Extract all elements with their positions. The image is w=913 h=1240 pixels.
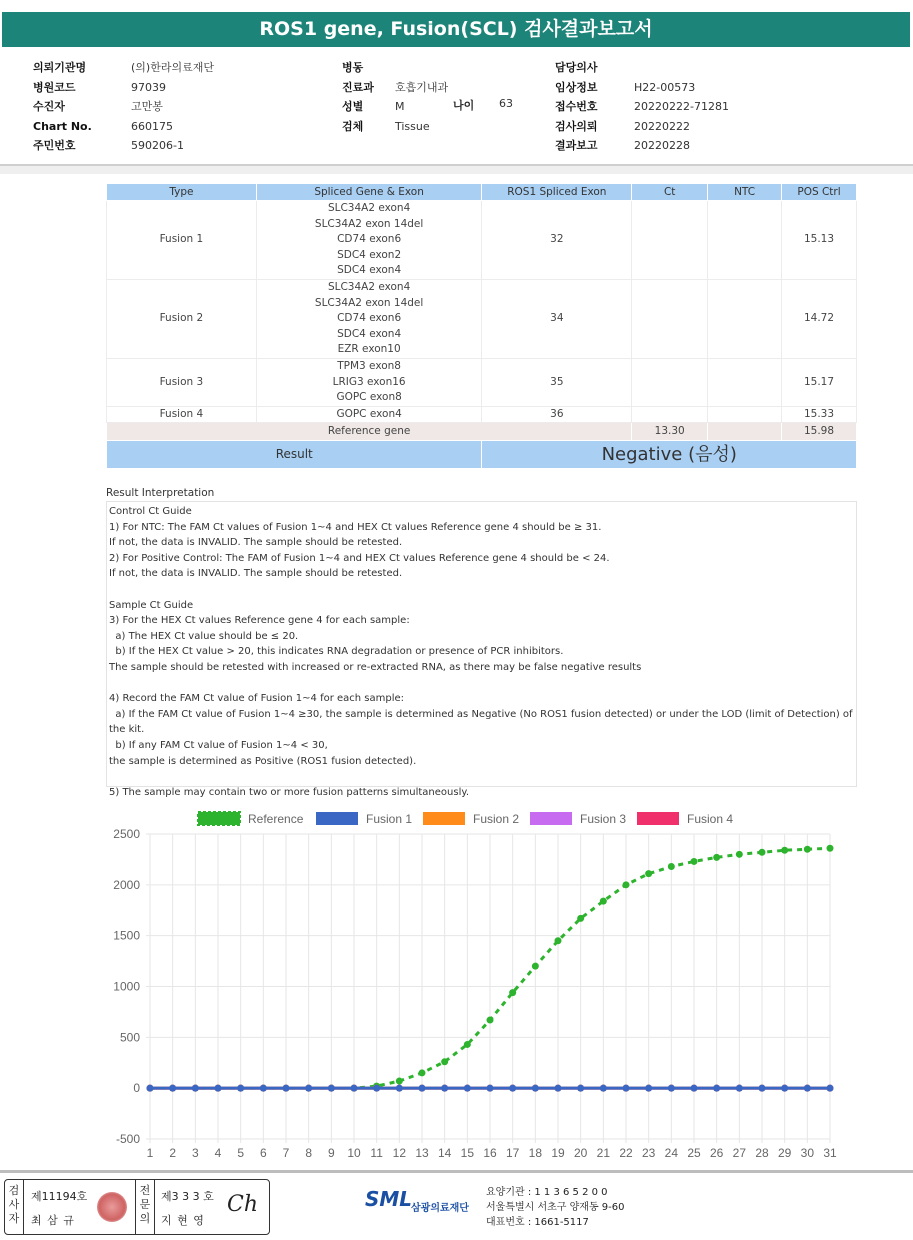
info-row [555,97,855,117]
info-label: 검체 [342,119,364,133]
data-point [305,1085,312,1092]
info-label: 진료과 [342,80,374,94]
gene-exon: SDC4 exon4 [337,327,402,340]
x-tick-label: 2 [169,1146,177,1160]
interpretation-line: 5) The sample may contain two or more fusion patterns simultaneously. [109,786,470,798]
info-column-1 [33,58,333,156]
interpretation-line: a) The HEX Ct value should be ≤ 20. [109,630,299,642]
x-tick-label: 24 [664,1146,679,1160]
interpretation-line: 1) For NTC: The FAM Ct values of Fusion 1~4 and HEX Ct values Reference gene 4 should be ≥ 31. [109,521,602,533]
pos-ctrl-value: 15.13 [782,201,857,280]
data-point [623,1085,630,1092]
info-label: 주민번호 [33,139,76,152]
legend-swatch [198,812,240,825]
result-label: Result [107,441,482,469]
info-row [555,58,855,78]
legend-label: Fusion 4 [687,812,734,826]
signature-box [4,1179,270,1235]
data-point [487,1017,494,1024]
inspector-license: 제11194호 [31,1190,88,1203]
x-tick-label: 31 [823,1146,837,1160]
gene-exon: SLC34A2 exon 14del [314,296,424,309]
x-tick-label: 19 [551,1146,565,1160]
info-label: 임상정보 [555,80,598,94]
specialist-vertical-label: 전문의 [139,1184,151,1225]
x-tick-label: 22 [619,1146,633,1160]
info-label: 병원코드 [33,80,76,94]
x-tick-label: 21 [596,1146,611,1160]
result-value: Negative (음성) [482,441,857,469]
reference-row [107,423,857,441]
data-point [215,1085,222,1092]
info-label: 병동 [342,61,364,74]
phone-number: 대표번호 : 1661-5117 [486,1217,589,1228]
spliced-genes [256,406,482,423]
ros1-spliced-exon: 32 [482,201,632,280]
data-point [441,1058,448,1065]
data-point [645,1085,652,1092]
info-value: Tissue [395,119,430,133]
divider-strip [0,166,913,174]
interpretation-line [109,582,856,598]
data-point [373,1085,380,1092]
info-row [33,117,333,137]
info-value: (의)한라의료재단 [131,61,214,74]
legend-label: Reference [248,812,304,826]
table-row [107,279,857,358]
spliced-genes [256,358,482,406]
x-tick-label: 8 [305,1146,313,1160]
y-tick-label: 0 [133,1081,140,1096]
data-point [713,854,720,861]
inspector-name: 최 삼 규 [31,1214,75,1227]
data-point [827,1085,834,1092]
y-tick-label: 1000 [113,979,140,994]
legend-label: Fusion 1 [366,812,413,826]
info-value: 20220222-71281 [634,100,729,113]
x-tick-label: 5 [237,1146,245,1160]
table-row [107,406,857,423]
ntc-value [708,406,782,423]
data-point [600,1085,607,1092]
info-row [33,58,333,78]
data-point [668,863,675,870]
info-row [555,136,855,156]
info-value: 590206-1 [131,139,184,152]
result-row [107,441,857,469]
x-tick-label: 9 [327,1146,335,1160]
logo-text: SML [365,1187,413,1211]
fusion-type: Fusion 3 [107,358,257,406]
info-row [342,58,542,78]
data-point [827,845,834,852]
x-tick-label: 23 [641,1146,656,1160]
data-point [713,1085,720,1092]
gene-exon: SDC4 exon4 [337,264,402,277]
ros1-spliced-exon: 36 [482,406,632,423]
age-label: 나이 [453,99,475,112]
data-point [645,870,652,877]
data-point [804,846,811,853]
info-label: 수진자 [33,100,65,113]
x-tick-label: 4 [214,1146,222,1160]
data-point [668,1085,675,1092]
data-point [781,847,788,854]
data-point [577,1085,584,1092]
info-label: 의뢰기관명 [33,61,87,74]
fusion-type: Fusion 2 [107,279,257,358]
column-header: Ct [632,184,708,201]
data-point [555,1085,562,1092]
data-point [781,1085,788,1092]
data-point [509,989,516,996]
interpretation-line: b) If the HEX Ct value > 20, this indicates RNA degradation or presence of PCR inhibitors. [109,646,564,658]
data-point [487,1085,494,1092]
pos-ctrl-value: 15.17 [782,358,857,406]
footer [0,1170,913,1240]
interpretation-line: Control Ct Guide [109,506,192,517]
data-point [237,1085,244,1092]
info-row [555,117,855,137]
column-header: ROS1 Spliced Exon [482,184,632,201]
legend-swatch [637,812,679,825]
data-point [396,1078,403,1085]
ros1-spliced-exon: 35 [482,358,632,406]
interpretation-line: 4) Record the FAM Ct value of Fusion 1~4 for each sample: [109,693,405,705]
data-point [759,1085,766,1092]
x-tick-label: 30 [800,1146,815,1160]
x-tick-label: 3 [191,1146,199,1160]
data-point [691,1085,698,1092]
fusion-type: Fusion 1 [107,201,257,280]
info-row [342,78,542,98]
table-row [107,201,857,280]
gene-exon: EZR exon10 [337,343,401,356]
data-point [441,1085,448,1092]
gene-exon: SLC34A2 exon4 [327,202,411,214]
spliced-genes [256,201,482,280]
x-tick-label: 26 [709,1146,724,1160]
reference-ntc [708,423,782,441]
info-value: 20220228 [634,139,690,152]
column-header: Spliced Gene & Exon [256,184,482,201]
data-point [736,851,743,858]
y-tick-label: 1500 [113,928,140,943]
info-row [33,78,333,98]
inspector-vertical-label: 검사자 [8,1184,20,1225]
info-value: M [395,100,405,113]
data-point [759,849,766,856]
info-label: Chart No. [33,119,92,133]
x-tick-label: 7 [282,1146,290,1160]
info-label: 접수번호 [555,100,598,113]
info-row [555,78,855,98]
info-row [342,117,542,137]
x-tick-label: 1 [146,1146,154,1160]
pos-ctrl-value: 14.72 [782,279,857,358]
gene-exon: LRIG3 exon16 [332,375,406,388]
x-tick-label: 18 [528,1146,543,1160]
ct-value [632,279,708,358]
data-point [147,1085,154,1092]
result-table [106,183,857,469]
info-value: 97039 [131,80,166,94]
legend-label: Fusion 2 [473,812,520,826]
patient-info [0,54,913,166]
x-tick-label: 10 [347,1146,361,1160]
interpretation-line: a) If the FAM Ct value of Fusion 1~4 ≥30, the sample is determined as Negative (No ROS1 fusion detected) or under the LOD (limit of Detection) of the kit. [109,708,856,736]
interpretation-line: If not, the data is INVALID. The sample should be retested. [109,568,403,580]
info-row [33,97,333,117]
legend-swatch [423,812,465,825]
gene-exon: CD74 exon6 [337,233,402,246]
data-point [283,1085,290,1092]
info-label: 검사의뢰 [555,119,598,133]
data-point [577,915,584,922]
data-point [169,1085,176,1092]
y-tick-label: -500 [115,1132,140,1146]
data-point [464,1041,471,1048]
ntc-value [708,279,782,358]
gene-exon: SLC34A2 exon 14del [314,217,424,230]
ct-value [632,358,708,406]
data-point [464,1085,471,1092]
interpretation-line: the sample is determined as Positive (ROS1 fusion detected). [109,755,417,767]
interpretation-title: Result Interpretation [106,487,215,499]
data-point [396,1085,403,1092]
amplification-chart [100,804,860,1164]
x-tick-label: 6 [259,1146,267,1160]
spliced-genes [256,279,482,358]
seal-stamp [97,1192,127,1222]
x-tick-label: 15 [460,1146,475,1160]
specialist-name: 지 현 영 [161,1214,205,1227]
info-value: 20220222 [634,119,690,133]
interpretation-line: 2) For Positive Control: The FAM of Fusion 1~4 and HEX Ct values Reference gene 4 should be < 24. [109,552,610,564]
data-point [260,1085,267,1092]
institution-code: 요양기관 : 1 1 3 6 5 2 0 0 [486,1187,608,1198]
y-tick-label: 2000 [113,877,140,892]
legend-swatch [530,812,572,825]
info-label: 결과보고 [555,139,598,152]
data-point [600,898,607,905]
interpretation-line [109,676,856,692]
info-label: 담당의사 [555,61,598,74]
table-header-row [107,184,857,201]
interpretation-box [106,501,857,798]
gene-exon: GOPC exon4 [336,407,402,420]
x-tick-label: 27 [732,1146,747,1160]
interpretation-line: If not, the data is INVALID. The sample should be retested. [109,537,403,549]
column-header: NTC [708,184,782,201]
interpretation-line: 3) For the HEX Ct values Reference gene 4 for each sample: [109,615,410,627]
x-tick-label: 13 [415,1146,429,1160]
data-point [691,858,698,865]
report-title: ROS1 gene, Fusion(SCL) 검사결과보고서 [2,12,910,47]
legend-label: Fusion 3 [580,812,627,826]
x-tick-label: 29 [777,1146,792,1160]
gene-exon: CD74 exon6 [337,312,402,325]
x-tick-label: 28 [755,1146,769,1160]
data-point [623,881,630,888]
data-point [555,937,562,944]
info-value: 660175 [131,119,173,133]
sml-logo [365,1187,469,1214]
gene-exon: GOPC exon8 [336,391,402,404]
reference-ct: 13.30 [632,423,708,441]
x-tick-label: 16 [483,1146,497,1160]
x-tick-label: 20 [573,1146,588,1160]
age-value: 63 [499,97,513,110]
x-tick-label: 17 [505,1146,520,1160]
reference-pos: 15.98 [782,423,857,441]
interpretation-line: Sample Ct Guide [109,599,194,611]
x-tick-label: 25 [687,1146,701,1160]
column-header: POS Ctrl [782,184,857,201]
fusion-type: Fusion 4 [107,406,257,423]
data-point [419,1069,426,1076]
data-point [736,1085,743,1092]
y-tick-label: 2500 [113,827,140,841]
ntc-value [708,358,782,406]
interpretation-line: The sample should be retested with increased or re-extracted RNA, as there may be false negative results [109,661,642,673]
data-point [532,1085,539,1092]
data-point [192,1085,199,1092]
table-row [107,358,857,406]
address-block [486,1185,625,1230]
x-tick-label: 11 [370,1146,383,1160]
gene-exon: SLC34A2 exon4 [327,280,411,293]
data-point [351,1085,358,1092]
gene-exon: SDC4 exon2 [337,248,402,261]
pos-ctrl-value: 15.33 [782,406,857,423]
ct-value [632,201,708,280]
interpretation-line [109,769,856,785]
data-point [419,1085,426,1092]
column-header: Type [107,184,257,201]
x-tick-label: 12 [392,1146,407,1160]
ros1-spliced-exon: 34 [482,279,632,358]
data-point [804,1085,811,1092]
info-value: 고만봉 [131,100,163,113]
info-row [33,136,333,156]
gene-exon: TPM3 exon8 [337,359,401,372]
data-point [509,1085,516,1092]
data-point [328,1085,335,1092]
info-column-3 [555,58,855,156]
data-point [532,963,539,970]
y-tick-label: 500 [119,1030,140,1045]
ct-value [632,406,708,423]
info-value: H22-00573 [634,80,696,94]
foundation-name: 삼광의료재단 [411,1203,469,1214]
x-tick-label: 14 [437,1146,452,1160]
address: 서울특별시 서초구 양재동 9-60 [486,1202,625,1213]
legend-swatch [316,812,358,825]
ntc-value [708,201,782,280]
reference-label: Reference gene [107,423,632,441]
specialist-license: 제3 3 3 호 [161,1190,214,1203]
interpretation-line: b) If any FAM Ct value of Fusion 1~4 < 30, [109,739,328,751]
info-label: 성별 [342,100,364,113]
signature: Ch [227,1192,259,1217]
info-value: 호흡기내과 [395,80,449,94]
